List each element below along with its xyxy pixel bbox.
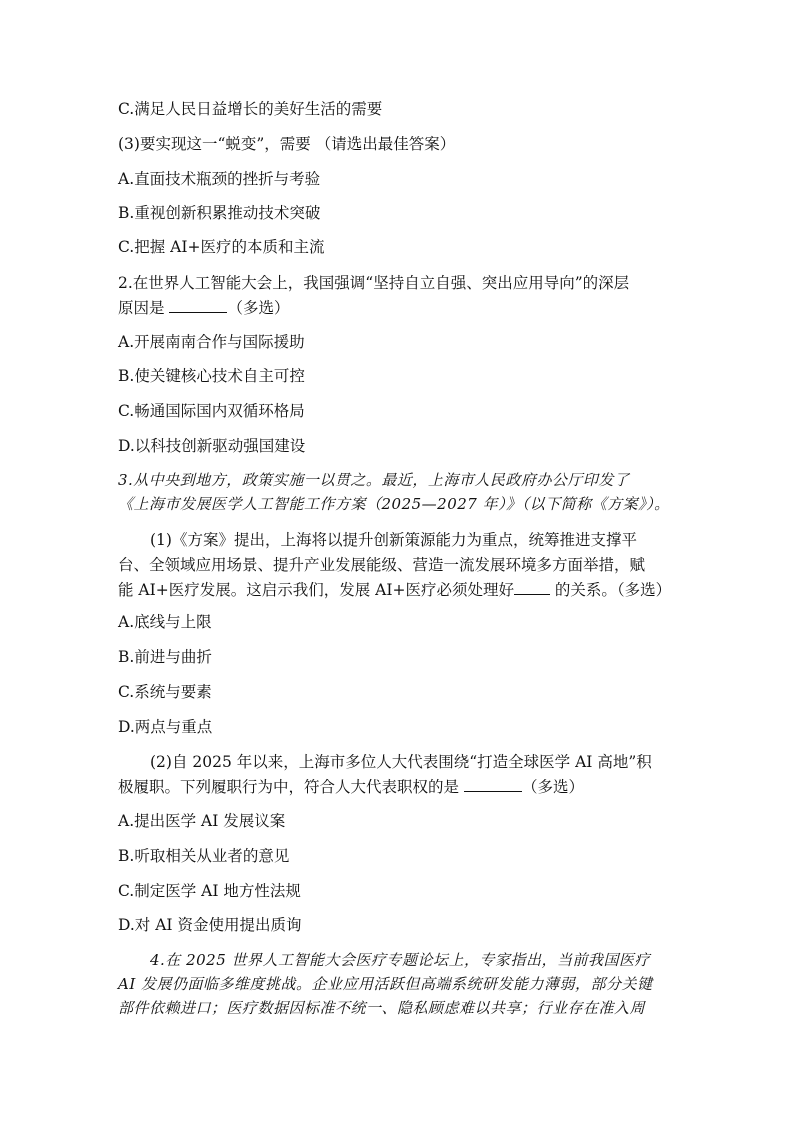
option-text: C.满足人民日益增长的美好生活的需要 <box>118 100 383 118</box>
question-text-segment: 能 AI+医疗发展。这启示我们，发展 AI+医疗必须处理好 <box>118 581 514 599</box>
option-text: D.对 AI 资金使用提出质询 <box>118 916 302 934</box>
option-text: A.开展南南合作与国际援助 <box>118 333 305 351</box>
question-text: AI 发展仍面临多维度挑战。企业应用活跃但高端系统研发能力薄弱，部分关键 <box>118 975 653 993</box>
question-text: (1)《方案》提出，上海将以提升创新策源能力为重点，统筹推进支撑平 <box>150 531 637 549</box>
option-text: C.畅通国际国内双循环格局 <box>118 402 305 420</box>
question-text <box>118 298 678 318</box>
answer-blank <box>514 580 550 595</box>
question-text-segment: （多选） <box>521 778 584 796</box>
question-text: (3)要实现这一“蜕变”，需要 （请选出最佳答案） <box>118 135 456 153</box>
question-text: 4.在 2025 世界人工智能大会医疗专题论坛上，专家指出，当前我国医疗 <box>150 951 651 969</box>
option-text: C.系统与要素 <box>118 683 212 701</box>
question-text: 台、全领域应用场景、提升产业发展能级、营造一流发展环境多方面举措，赋 <box>118 556 646 574</box>
question-text-segment: 原因是 <box>118 299 170 317</box>
option-text: C.把握 AI+医疗的本质和主流 <box>118 238 325 256</box>
question-text: 2.在世界人工智能大会上，我国强调“坚持自立自强、突出应用导向”的深层 <box>118 274 630 292</box>
question-text-segment: 极履职。下列履职行为中，符合人大代表职权的是 <box>118 778 464 796</box>
question-text: (2)自 2025 年以来，上海市多位人大代表围绕“打造全球医学 AI 高地”积 <box>150 753 652 771</box>
option-text: B.听取相关从业者的意见 <box>118 847 290 865</box>
option-text: B.前进与曲折 <box>118 648 212 666</box>
question-text <box>118 580 678 600</box>
option-text: B.使关键核心技术自主可控 <box>118 367 305 385</box>
question-text <box>118 777 678 797</box>
question-text: 部件依赖进口；医疗数据因标准不统一、隐私顾虑难以共享；行业存在准入周 <box>118 999 646 1017</box>
question-text-segment: 的关系。（多选） <box>549 581 672 599</box>
option-text: D.以科技创新驱动强国建设 <box>118 437 306 455</box>
answer-blank <box>169 298 227 313</box>
answer-blank <box>464 777 522 792</box>
question-text-segment: （多选） <box>227 299 290 317</box>
option-text: D.两点与重点 <box>118 718 213 736</box>
option-text: B.重视创新积累推动技术突破 <box>118 204 321 222</box>
option-text: A.底线与上限 <box>118 613 212 631</box>
option-text: A.提出医学 AI 发展议案 <box>118 812 286 830</box>
question-text: 3.从中央到地方，政策实施一以贯之。最近，上海市人民政府办公厅印发了 <box>118 471 630 489</box>
option-text: C.制定医学 AI 地方性法规 <box>118 882 301 900</box>
option-text: A.直面技术瓶颈的挫折与考验 <box>118 170 321 188</box>
question-text: 《上海市发展医学人工智能工作方案（2025—2027 年）》（以下简称《方案》）。 <box>118 495 670 513</box>
